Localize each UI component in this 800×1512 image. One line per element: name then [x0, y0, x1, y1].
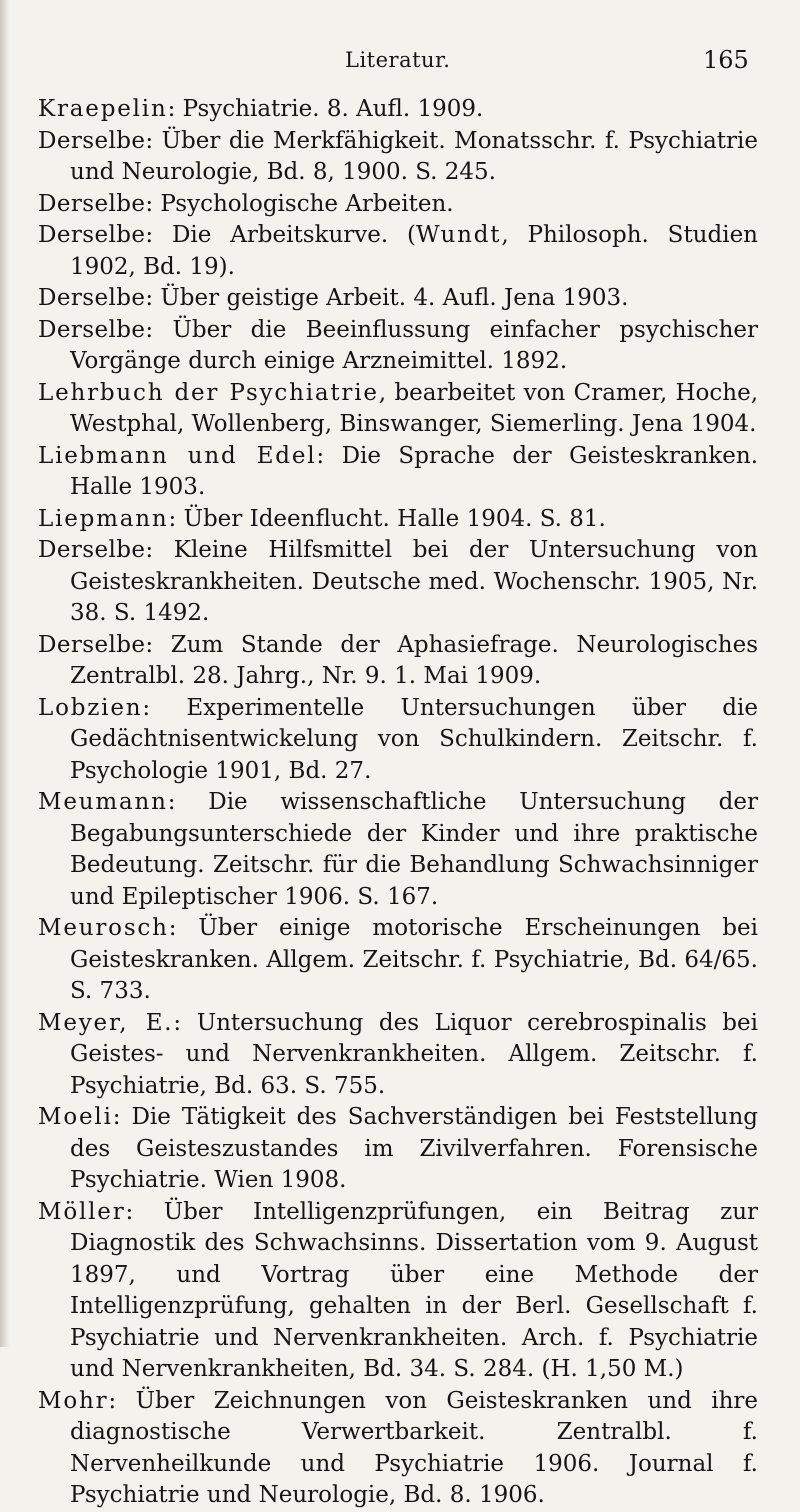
reference-separator: : — [145, 285, 161, 311]
reference-entry — [38, 630, 758, 693]
reference-text: Experimentelle Untersuchungen über die Gedächtnisentwickelung von Schulkindern. Zeitschr. f. Psychologie 1901, Bd. 27. — [70, 694, 758, 784]
reference-cited-name: Wundt — [416, 222, 502, 248]
page-edge-shadow — [0, 0, 10, 1347]
reference-separator: : — [108, 1387, 136, 1414]
reference-separator: : — [173, 1009, 197, 1036]
reference-entry — [38, 693, 758, 788]
reference-author: Derselbe — [38, 285, 146, 311]
reference-text: Über Ideenflucht. Halle 1904. S. 81. — [183, 505, 606, 532]
reference-text: bearbeitet von Cramer, Hoche, Westphal, Wollenberg, Binswanger, Siemerling. Jena 1904. — [70, 379, 759, 437]
reference-entry — [38, 189, 758, 221]
page-number: 165 — [703, 46, 749, 74]
reference-author: Derselbe — [38, 631, 146, 658]
reference-separator: , — [378, 379, 395, 406]
reference-text: Über die Beeinflussung einfacher psychischer Vorgänge durch einige Arzneimittel. 1892. — [70, 316, 758, 374]
reference-author: Mohr — [38, 1387, 109, 1414]
reference-entry — [38, 315, 758, 378]
reference-separator: : — [167, 96, 183, 122]
reference-text: Über einige motorische Erscheinungen bei Geisteskranken. Allgem. Zeitschr. f. Psychiatrie, Bd. 64/65. S. 733. — [70, 915, 758, 1004]
reference-author: Meumann — [38, 789, 168, 815]
reference-separator: : — [142, 694, 187, 721]
reference-separator: : — [112, 1104, 132, 1130]
reference-entry — [38, 504, 758, 536]
reference-entry — [38, 535, 758, 630]
reference-separator: : — [168, 915, 199, 941]
reference-author: Moeli — [38, 1104, 113, 1130]
reference-text: Psychiatrie. 8. Aufl. 1909. — [182, 96, 484, 122]
reference-text: Über die Merkfähigkeit. Monatsschr. f. Psychiatrie und Neurologie, Bd. 8, 1900. S. 245. — [70, 127, 759, 185]
reference-author: Meyer, E. — [38, 1009, 174, 1036]
reference-author: Derselbe — [38, 537, 146, 563]
reference-separator: : — [167, 789, 209, 815]
reference-text: Die Sprache der Geisteskranken. Halle 1903. — [70, 442, 759, 500]
reference-author: Lehrbuch der Psychiatrie — [38, 379, 379, 406]
running-head: Literatur. — [345, 48, 451, 72]
reference-text-before: Die Arbeitskurve. ( — [171, 222, 417, 248]
reference-separator: : — [145, 222, 172, 248]
reference-entry — [38, 283, 758, 315]
reference-separator: : — [145, 127, 162, 154]
reference-separator: : — [125, 1198, 164, 1225]
reference-author: Derselbe — [38, 316, 146, 343]
reference-text: Kleine Hilfsmittel bei der Untersuchung von Geisteskrankheiten. Deutsche med. Wochenschr. 1905, Nr. 38. S. 1492. — [70, 537, 758, 626]
reference-author: Möller — [38, 1198, 126, 1225]
reference-entry — [38, 913, 758, 1008]
reference-separator: : — [145, 190, 161, 217]
reference-text: Zum Stande der Aphasiefrage. Neurologisches Zentralbl. 28. Jahrg., Nr. 9. 1. Mai 1909. — [70, 631, 758, 689]
reference-entry — [38, 1008, 758, 1103]
reference-entry — [38, 94, 758, 126]
reference-author: Kraepelin — [38, 96, 168, 122]
reference-author: Derselbe — [38, 190, 146, 217]
reference-separator: : — [316, 442, 342, 469]
page-header — [0, 46, 800, 86]
reference-entry — [38, 126, 758, 189]
reference-separator: : — [168, 505, 184, 532]
reference-author: Liebmann und Edel — [38, 442, 317, 469]
reference-author: Derselbe — [38, 127, 146, 154]
reference-entry — [38, 220, 758, 283]
reference-author: Derselbe — [38, 222, 146, 248]
reference-separator: : — [145, 631, 171, 658]
reference-list — [38, 94, 758, 1512]
reference-entry — [38, 441, 758, 504]
reference-entry — [38, 787, 758, 913]
reference-entry — [38, 1197, 758, 1386]
reference-text: Über Zeichnungen von Geisteskranken und ihre diagnostische Verwertbarkeit. Zentralbl. f. Nervenheilkunde und Psychiatrie 1906. Journal f. Psychiatrie und Neurologie, Bd. 8. 1906. — [70, 1387, 758, 1508]
reference-text: Über Intelligenzprüfungen, ein Beitrag zur Diagnostik des Schwachsinns. Dissertation vom 9. August 1897, und Vortrag über eine Methode der Intelligenzprüfung, gehalten in der Berl. Gesellschaft f. Psychiatrie und Nervenkrankheiten. Arch. f. Psychiatrie und Nervenkrankheiten, Bd. 34. S. 284. (H. 1,50 M.) — [70, 1198, 758, 1382]
reference-separator: : — [145, 316, 173, 343]
reference-author: Liepmann — [38, 505, 169, 532]
reference-author: Meurosch — [38, 915, 169, 941]
reference-separator: : — [145, 537, 174, 563]
reference-entry — [38, 378, 758, 441]
reference-text: Über geistige Arbeit. 4. Aufl. Jena 1903. — [160, 285, 629, 311]
reference-text: Die wissenschaftliche Untersuchung der Begabungsunterschiede der Kinder und ihre praktische Bedeutung. Zeitschr. für die Behandlung Schwachsinniger und Epileptischer 1906. S. 167. — [70, 789, 759, 910]
reference-text: , Philosoph. Studien 1902, Bd. 19). — [70, 222, 758, 280]
reference-text: Untersuchung des Liquor cerebrospinalis bei Geistes- und Nervenkrankheiten. Allgem. Zeitschr. f. Psychiatrie, Bd. 63. S. 755. — [70, 1009, 758, 1099]
reference-entry — [38, 1102, 758, 1197]
reference-author: Lobzien — [38, 694, 143, 721]
reference-text: Psychologische Arbeiten. — [160, 190, 454, 217]
reference-entry — [38, 1386, 758, 1512]
reference-text: Die Tätigkeit des Sachverständigen bei Feststellung des Geisteszustandes im Zivilverfahren. Forensische Psychiatrie. Wien 1908. — [70, 1104, 758, 1193]
